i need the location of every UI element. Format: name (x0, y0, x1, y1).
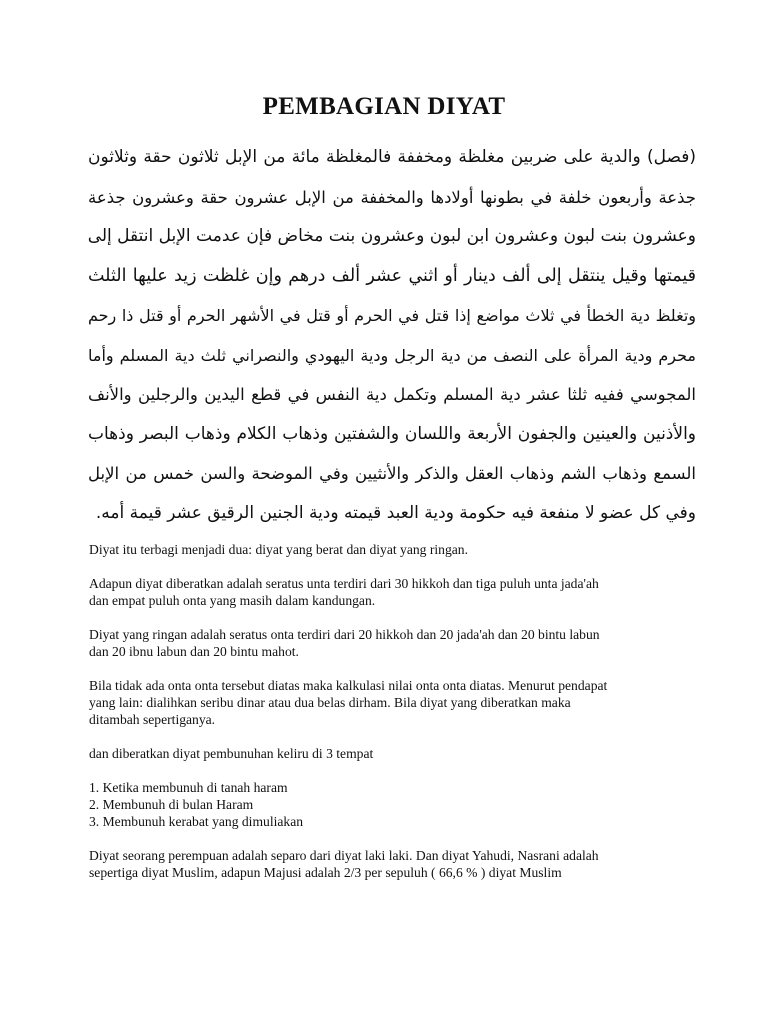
list-item: 2. Membunuh di bulan Haram (89, 797, 254, 812)
numbered-list (89, 779, 689, 830)
text-line: Diyat itu terbagi menjadi dua: diyat yang berat dan diyat yang ringan. (89, 542, 468, 557)
paragraph-light-diyat (89, 626, 689, 660)
paragraph-substitute-value (89, 677, 689, 728)
text-line: dan diberatkan diyat pembunuhan keliru di 3 tempat (89, 746, 374, 761)
text-line: dan 20 ibnu labun dan 20 bintu mahot. (89, 644, 299, 659)
arabic-line: جذعة وأربعون خلفة في بطونها أولادها والمخففة من الإبل عشرون حقة وعشرون جذعة (88, 187, 696, 207)
text-line: Adapun diyat diberatkan adalah seratus unta terdiri dari 30 hikkoh dan tiga puluh unta jada'ah (89, 576, 599, 591)
arabic-line: (فصل) والدية على ضربين مغلظة ومخففة فالمغلظة مائة من الإبل ثلاثون حقة وثلاثون (88, 147, 696, 167)
text-line: ditambah sepertiganya. (89, 712, 216, 727)
paragraph-division (89, 541, 689, 558)
arabic-line: والأذنين والعينين والجفون الأربعة واللسان والشفتين وذهاب الكلام وذهاب البصر وذهاب (88, 423, 696, 444)
arabic-line: قيمتها وقيل ينتقل إلى ألف دينار أو اثني عشر ألف درهم وإن غلظت زيد عليها الثلث (88, 265, 696, 286)
text-line: Bila tidak ada onta onta tersebut diatas maka kalkulasi nilai onta onta diatas. Menurut pendapat (89, 678, 608, 693)
paragraph-other-diyat (89, 847, 689, 881)
arabic-line: وعشرون بنت لبون وعشرون ابن لبون وعشرون بنت مخاض فإن عدمت الإبل انتقل إلى (87, 226, 696, 246)
arabic-text-block (88, 138, 696, 533)
arabic-line: المجوسي ففيه ثلثا عشر دية المسلم وتكمل دية النفس في قطع اليدين والرجلين والأنف (88, 385, 696, 404)
text-line: dan empat puluh onta yang masih dalam kandungan. (89, 593, 376, 608)
paragraph-heavy-diyat (89, 575, 689, 609)
page-title: PEMBAGIAN DIYAT (262, 93, 506, 120)
translation-text-block (89, 541, 689, 898)
text-line: sepertiga diyat Muslim, adapun Majusi adalah 2/3 per sepuluh ( 66,6 % ) diyat Muslim (89, 865, 562, 880)
text-line: yang lain: dialihkan seribu dinar atau dua belas dirham. Bila diyat yang diberatkan maka (89, 695, 571, 710)
arabic-line: وتغلظ دية الخطأ في ثلاث مواضع إذا قتل في الحرم أو قتل في الأشهر الحرم أو قتل ذا رحم (88, 306, 696, 325)
text-line: Diyat seorang perempuan adalah separo dari diyat laki laki. Dan diyat Yahudi, Nasrani adalah (89, 848, 599, 863)
arabic-line: وفي كل عضو لا منفعة فيه حكومة ودية العبد قيمته ودية الجنين الرقيق عشر قيمة أمه. (95, 502, 696, 523)
paragraph-aggravated-intro (89, 745, 689, 762)
text-line: Diyat yang ringan adalah seratus onta terdiri dari 20 hikkoh dan 20 jada'ah dan 20 bintu labun (89, 627, 600, 642)
list-item: 1. Ketika membunuh di tanah haram (89, 780, 288, 795)
arabic-line: السمع وذهاب الشم وذهاب العقل والذكر والأنثيين وفي الموضحة والسن خمس من الإبل (88, 464, 696, 483)
list-item: 3. Membunuh kerabat yang dimuliakan (89, 814, 304, 829)
arabic-line: محرم ودية المرأة على النصف من دية الرجل ودية اليهودي والنصراني ثلث دية المسلم وأما (88, 345, 696, 365)
